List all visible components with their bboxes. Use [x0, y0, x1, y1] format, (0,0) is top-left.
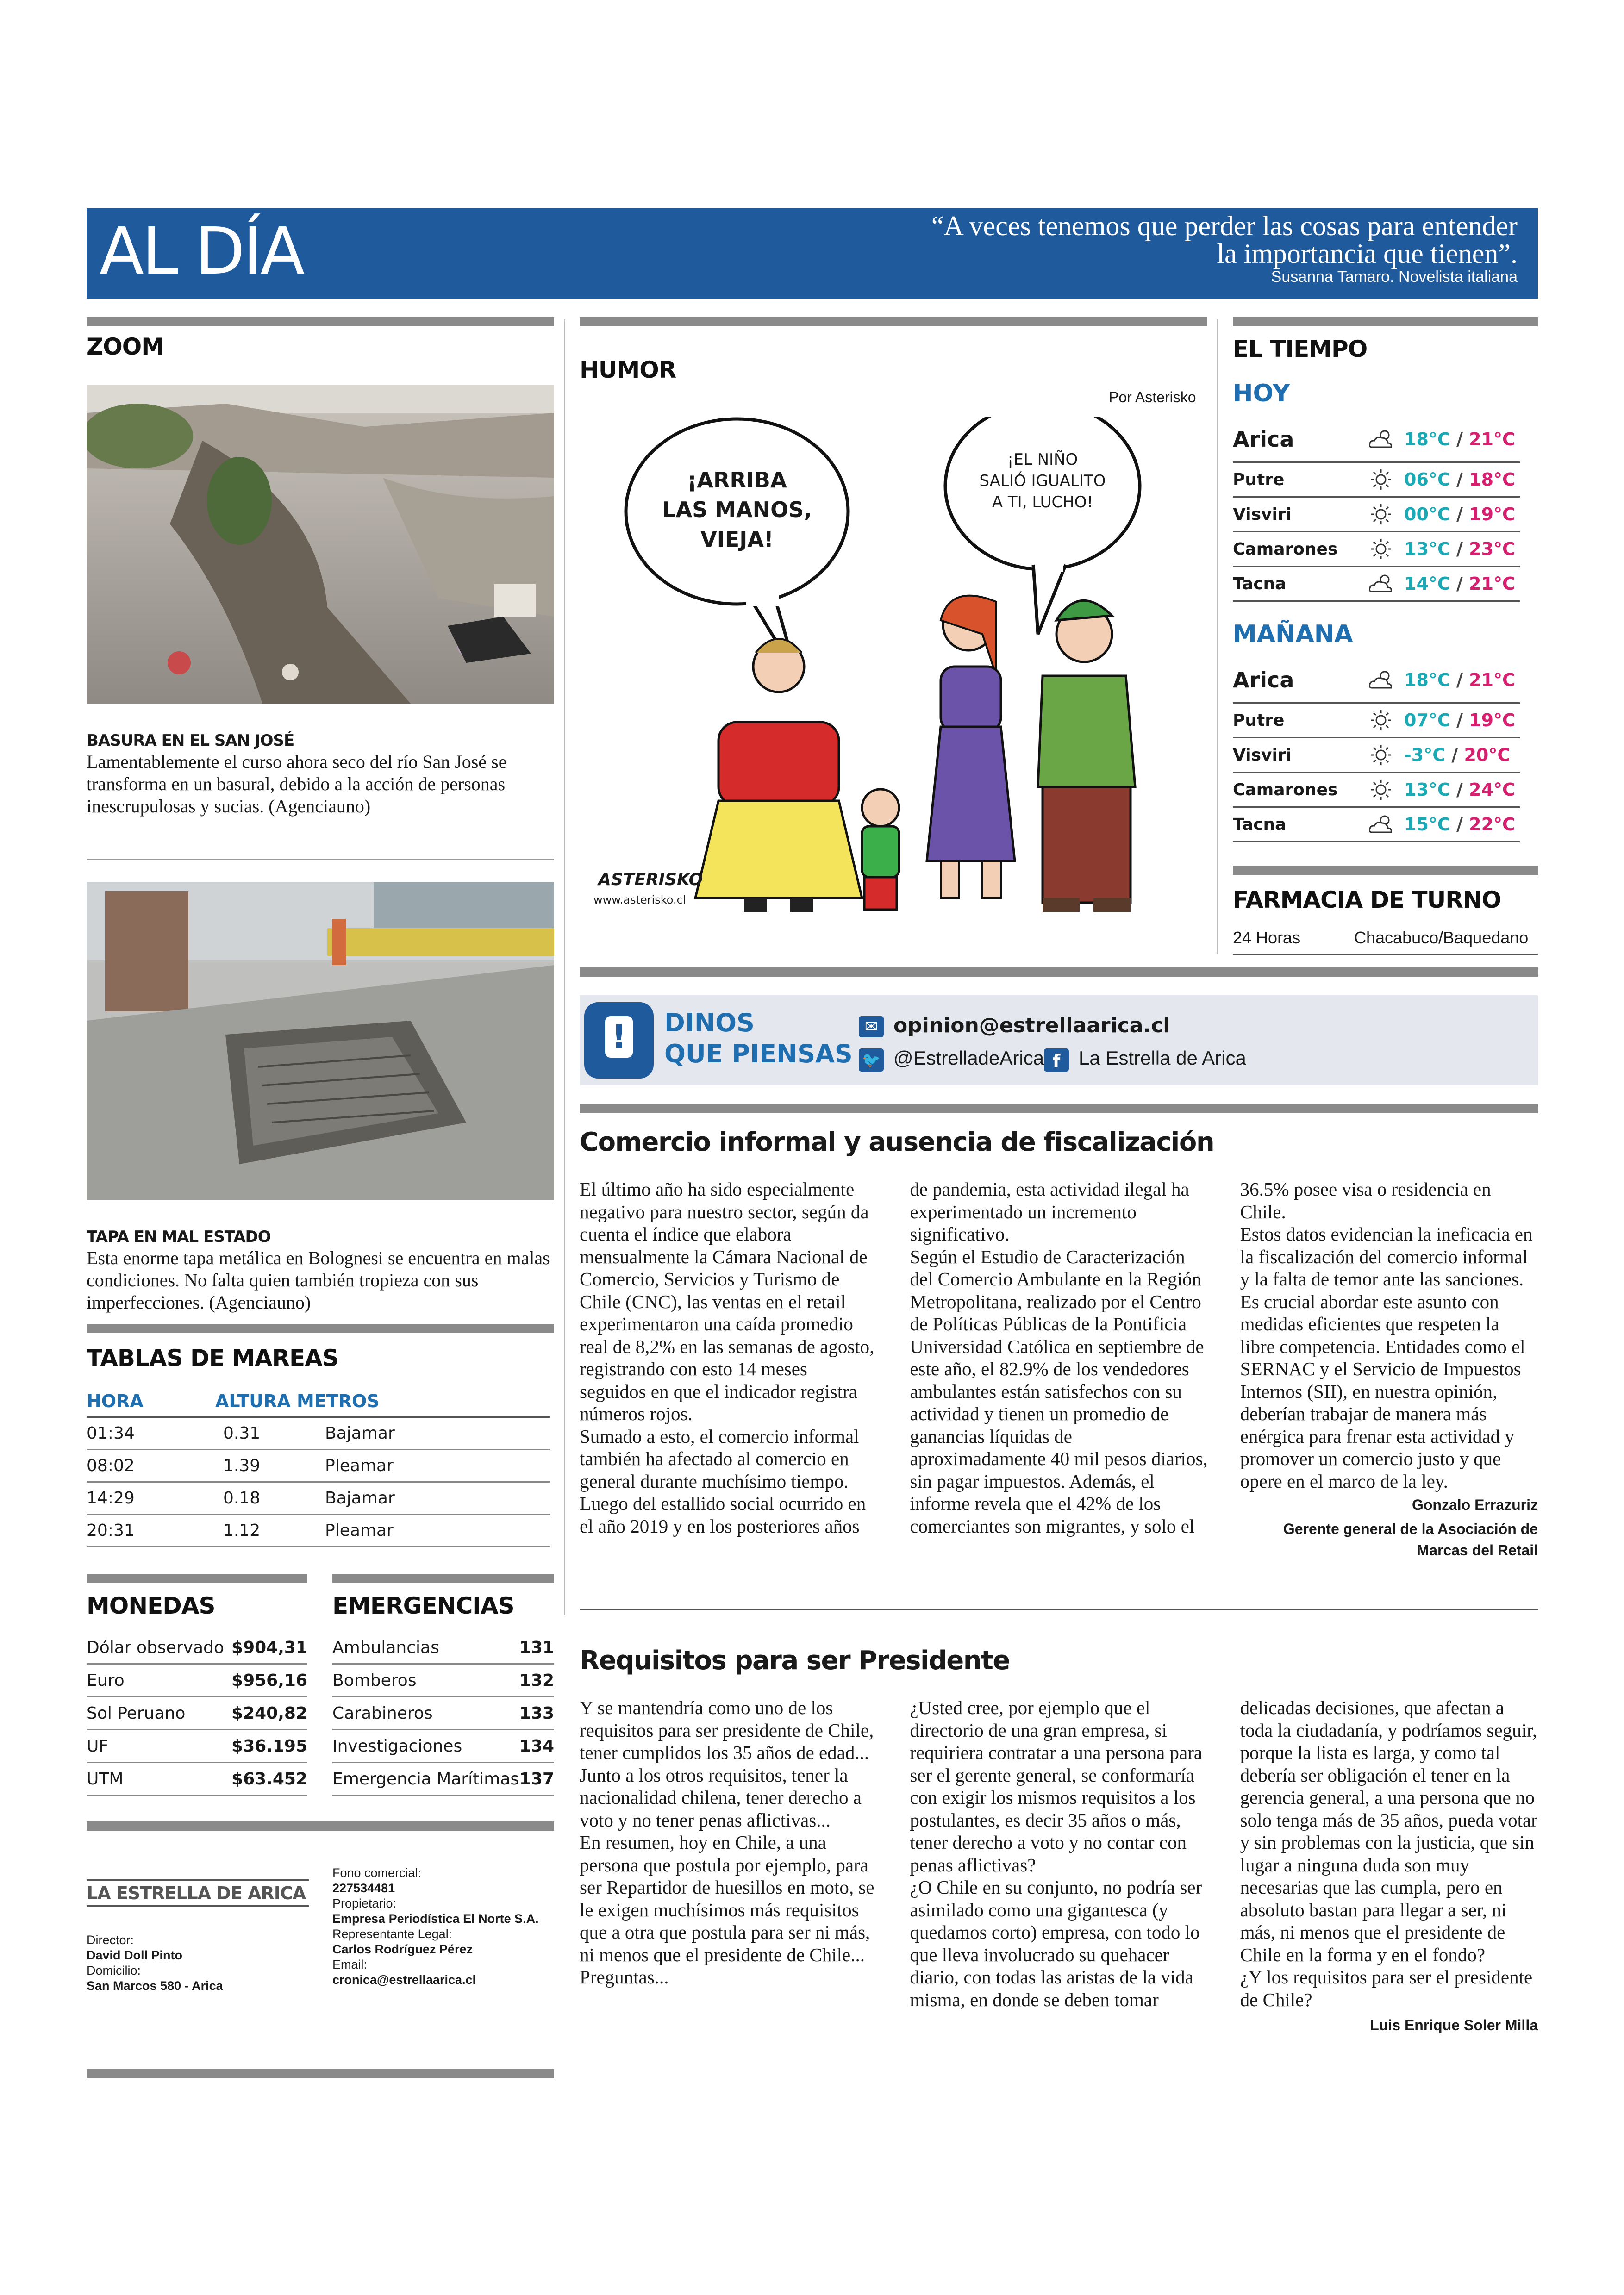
- comic-site: www.asterisko.cl: [593, 893, 686, 906]
- pharmacy-hours: 24 Horas: [1233, 928, 1301, 947]
- tide-height: 0.18: [223, 1489, 261, 1508]
- temp-max: 18°C: [1469, 469, 1515, 490]
- weather-city: Putre: [1233, 711, 1285, 730]
- photo2-caption: Esta enorme tapa metálica en Bolognesi se encuentra en malas condiciones. No falta quien también tropieza con sus imperfecciones. (Agenciauno): [87, 1247, 550, 1313]
- currency-bar: [87, 1574, 307, 1583]
- photo-tapa: [87, 882, 554, 1200]
- tide-type: Pleamar: [325, 1456, 394, 1475]
- email-label: Email:: [332, 1958, 368, 1971]
- domicilio-value: San Marcos 580 - Arica: [87, 1979, 223, 1993]
- emergencies-bar: [332, 1574, 554, 1583]
- pharmacy-bar: [1233, 866, 1538, 875]
- owner-value: Empresa Periodística El Norte S.A.: [332, 1912, 539, 1926]
- temp-min: 18°C: [1404, 429, 1450, 449]
- partly-cloudy-icon: [1367, 572, 1395, 595]
- director-name: David Doll Pinto: [87, 1948, 183, 1962]
- humor-title: HUMOR: [580, 356, 676, 383]
- sun-icon: [1367, 709, 1395, 732]
- emergency-row-label: Carabineros: [332, 1703, 433, 1723]
- sun-icon: [1367, 468, 1395, 491]
- weather-row: Tacna 14°C / 21°C: [1233, 567, 1520, 602]
- currency-row-value: $956,16: [231, 1671, 307, 1690]
- emergencies-title: EMERGENCIAS: [332, 1592, 514, 1619]
- tide-type: Bajamar: [325, 1489, 395, 1508]
- currency-row-value: $63.452: [231, 1769, 307, 1789]
- weather-city: Visviri: [1233, 745, 1292, 765]
- emergency-row-label: Ambulancias: [332, 1638, 439, 1657]
- owner-label: Propietario:: [332, 1896, 397, 1910]
- weather-today-label: HOY: [1233, 380, 1290, 407]
- temp-max: 20°C: [1464, 745, 1511, 765]
- bottom-bar: [87, 2069, 554, 2078]
- zoom-divider: [87, 859, 554, 860]
- article1-title: Comercio informal y ausencia de fiscalización: [580, 1127, 1214, 1157]
- sun-icon: [1367, 503, 1395, 526]
- mail-icon: ✉: [859, 1016, 884, 1037]
- emergency-row-value: 131: [519, 1638, 554, 1657]
- fono-label: Fono comercial:: [332, 1866, 422, 1880]
- emergency-row: [332, 1632, 554, 1665]
- tides-col-height: ALTURA METROS: [215, 1391, 380, 1411]
- tide-time: 08:02: [87, 1456, 135, 1475]
- director-label: Director:: [87, 1933, 134, 1947]
- bubble2-line1: ¡EL NIÑO: [1007, 450, 1078, 469]
- emergency-row-value: 134: [519, 1736, 554, 1756]
- currency-row-label: Dólar observado: [87, 1638, 224, 1657]
- facebook-icon: f: [1044, 1048, 1069, 1072]
- weather-bar: [1233, 317, 1538, 326]
- currency-row-label: Sol Peruano: [87, 1703, 186, 1723]
- temp-min: 13°C: [1404, 780, 1450, 800]
- weather-city: Camarones: [1233, 780, 1338, 799]
- currency-title: MONEDAS: [87, 1592, 215, 1619]
- domicilio-label: Domicilio:: [87, 1964, 141, 1977]
- tides-bar: [87, 1324, 554, 1333]
- article-paragraph: ¿Usted cree, por ejemplo que el directorio de una gran empresa, si requiriera contratar a una persona para ser el gerente general, se conformaría con exigir los mismos requisitos a los postulantes, es decir 35 años o más, tener derecho a voto y no contar con penas aflictivas?: [910, 1697, 1203, 1876]
- temp-max: 23°C: [1469, 539, 1515, 559]
- temp-max: 24°C: [1469, 780, 1515, 800]
- emergency-row-value: 133: [519, 1703, 554, 1723]
- currency-row-label: Euro: [87, 1671, 125, 1690]
- temp-max: 19°C: [1469, 504, 1515, 524]
- tide-height: 1.39: [223, 1456, 261, 1475]
- temp-min: 06°C: [1404, 469, 1450, 490]
- weather-title: EL TIEMPO: [1233, 336, 1368, 362]
- temp-max: 21°C: [1469, 429, 1515, 449]
- fono-value: 227534481: [332, 1881, 395, 1895]
- emergency-row-value: 132: [519, 1671, 554, 1690]
- contact-label-2: QUE PIENSAS: [664, 1039, 853, 1068]
- weather-row: Visviri -3°C / 20°C: [1233, 738, 1520, 773]
- zoom-title: ZOOM: [87, 333, 164, 360]
- contact-icon: [584, 1002, 654, 1079]
- pharmacy-rule: [1233, 954, 1538, 955]
- comic-signature: ASTERISKO: [598, 870, 703, 889]
- weather-row: Camarones 13°C / 23°C: [1233, 532, 1520, 567]
- emergency-row: [332, 1763, 554, 1796]
- tide-row: [87, 1418, 550, 1450]
- currency-row-label: UF: [87, 1736, 109, 1756]
- logo-text: LA ESTRELLA DE ARICA: [87, 1883, 306, 1903]
- article-paragraph: Y se mantendría como uno de los requisitos para ser presidente de Chile, tener cumplidos los 35 años de edad...: [580, 1697, 874, 1763]
- quote-line-1: “A veces tenemos que perder las cosas para entender: [931, 211, 1518, 241]
- comic-bubble-2: [950, 449, 1135, 513]
- email-value: cronica@estrellaarica.cl: [332, 1973, 476, 1987]
- weather-row: Arica 18°C / 21°C: [1233, 417, 1520, 463]
- masthead-bar: [87, 1821, 554, 1831]
- tide-row: [87, 1515, 550, 1547]
- tide-type: Pleamar: [325, 1521, 394, 1540]
- emergency-row-value: 137: [519, 1769, 554, 1789]
- temp-max: 21°C: [1469, 669, 1515, 690]
- weather-city: Tacna: [1233, 815, 1287, 834]
- pharmacy-address: Chacabuco/Baquedano: [1354, 928, 1529, 947]
- tide-height: 1.12: [223, 1521, 261, 1540]
- quote-line-2: la importancia que tienen”.: [1217, 238, 1518, 269]
- article2-body: [580, 1696, 1538, 2067]
- partly-cloudy-icon: [1367, 813, 1395, 836]
- contact-label-1: DINOS: [664, 1008, 755, 1037]
- tide-time: 14:29: [87, 1489, 135, 1508]
- weather-tomorrow-label: MAÑANA: [1233, 620, 1353, 648]
- partly-cloudy-icon: [1367, 668, 1395, 692]
- weather-city: Arica: [1233, 426, 1294, 452]
- photo1-caption: Lamentablemente el curso ahora seco del río San José se transforma en un basural, debido a la acción de personas inescrupulosas y sucias. (Agenciauno): [87, 751, 507, 817]
- emergency-row-label: Emergencia Marítimas: [332, 1769, 519, 1789]
- column-rule-1: [564, 319, 565, 1615]
- quote-author: Susanna Tamaro. Novelista italiana: [1271, 268, 1518, 286]
- currency-row: [87, 1697, 307, 1730]
- photo-basura: [87, 385, 554, 704]
- weather-row: Tacna 15°C / 22°C: [1233, 808, 1520, 842]
- bubble2-line3: A TI, LUCHO!: [992, 493, 1093, 511]
- currency-row-value: $36.195: [231, 1736, 307, 1756]
- currency-row-value: $904,31: [231, 1638, 307, 1657]
- article-divider: [580, 1609, 1538, 1610]
- bubble2-line2: SALIÓ IGUALITO: [979, 472, 1106, 490]
- masthead-right: [332, 1865, 539, 1988]
- pharmacy-title: FARMACIA DE TURNO: [1233, 886, 1501, 913]
- weather-city: Visviri: [1233, 505, 1292, 524]
- bubble1-line1: ¡ARRIBA: [687, 468, 787, 493]
- legal-label: Representante Legal:: [332, 1927, 452, 1941]
- bubble1-line3: VIEJA!: [700, 527, 774, 552]
- article2-title: Requisitos para ser Presidente: [580, 1646, 1010, 1676]
- weather-row: Camarones 13°C / 24°C: [1233, 773, 1520, 808]
- tide-time: 20:31: [87, 1521, 135, 1540]
- tide-time: 01:34: [87, 1424, 135, 1443]
- article-paragraph: Según el Estudio de Caracterización del Comercio Ambulante en la Región Metropolitana, realizado por el Centro de Políticas Públicas de la Pontificia Universidad Católica en septiembre de este año, el 82.9% de los vendedores ambulantes están satisfechos con su actividad y tienen un promedio de ganancias líquidas de aproximadamente 40 mil pesos diarios, sin pagar impuestos. Además, el informe revela que el 42% de los comerciantes son migrantes, y solo el 36.5% posee visa o residencia en Chile.: [910, 1179, 1491, 1537]
- column-rule-2: [1217, 319, 1218, 954]
- section-title: AL DÍA: [100, 214, 303, 289]
- weather-row: Visviri 00°C / 19°C: [1233, 498, 1520, 532]
- article-paragraph: Sumado a esto, el comercio informal también ha afectado al comercio en general durante muchísimo tiempo. Luego del estallido social ocurrido en el año 2019 y en los posteriores años de pandemia, esta actividad ilegal ha experimentado un incremento significativo.: [580, 1179, 1189, 1537]
- legal-value: Carlos Rodríguez Pérez: [332, 1942, 473, 1956]
- comic: [580, 417, 1207, 926]
- currency-row: [87, 1730, 307, 1763]
- photo2-caption-title: TAPA EN MAL ESTADO: [87, 1228, 271, 1246]
- weather-row: Arica 18°C / 21°C: [1233, 657, 1520, 704]
- temp-min: 15°C: [1404, 814, 1450, 835]
- article1-author: Gonzalo Errazuriz: [1412, 1497, 1538, 1513]
- article-paragraph: Preguntas...: [580, 1966, 669, 1988]
- article1-author-role: Gerente general de la Asociación de Marcas del Retail: [1283, 1521, 1538, 1559]
- temp-min: 07°C: [1404, 710, 1450, 730]
- currency-row: [87, 1632, 307, 1665]
- contact-facebook[interactable]: La Estrella de Arica: [1079, 1047, 1246, 1069]
- masthead-logo: [87, 1879, 309, 1907]
- article-paragraph: En resumen, hoy en Chile, a una persona que postula por ejemplo, para ser Repartidor de huesillos en moto, se le exigen muchísimos más requisitos que a otra que postula para ser ni más, ni menos que el presidente de Chile...: [580, 1832, 874, 1965]
- emergency-row: [332, 1730, 554, 1763]
- photo1-caption-title: BASURA EN EL SAN JOSÉ: [87, 731, 294, 750]
- temp-min: 00°C: [1404, 504, 1450, 524]
- article2-author: Luis Enrique Soler Milla: [1370, 2017, 1538, 2033]
- temp-max: 21°C: [1469, 574, 1515, 594]
- currency-row: [87, 1763, 307, 1796]
- emergency-row-label: Investigaciones: [332, 1736, 462, 1756]
- currency-row: [87, 1665, 307, 1697]
- article-paragraph: El último año ha sido especialmente negativo para nuestro sector, según da cuenta el índice que elabora mensualmente la Cámara Nacional de Comercio, Servicios y Turismo de Chile (CNC), las ventas en el retail experimentaron una caída promedio real de 8,2% en las semanas de agosto, registrando con esto 14 meses seguidos en que el indicador registra números rojos.: [580, 1179, 874, 1424]
- sun-icon: [1367, 743, 1395, 767]
- weather-city: Camarones: [1233, 539, 1338, 559]
- contact-twitter[interactable]: @EstrelladeArica: [893, 1047, 1044, 1069]
- temp-min: -3°C: [1404, 745, 1446, 765]
- contact-top-bar: [580, 967, 1538, 977]
- humor-byline: Por Asterisko: [1109, 389, 1196, 405]
- emergency-row: [332, 1697, 554, 1730]
- article-paragraph: ¿Y los requisitos para ser el presidente de Chile?: [1240, 1966, 1533, 2010]
- header-quote: [931, 212, 1518, 286]
- tide-row: [87, 1483, 550, 1515]
- article1-bar: [580, 1104, 1538, 1113]
- temp-max: 22°C: [1469, 814, 1515, 835]
- weather-city: Arica: [1233, 667, 1294, 692]
- weather-row: Putre 07°C / 19°C: [1233, 704, 1520, 738]
- article-paragraph: Estos datos evidencian la ineficacia en la fiscalización del comercio informal y la falta de temor ante las sanciones. Es crucial abordar este asunto con medidas eficientes que respeten la libre competencia. Entidades como el SERNAC y el Servicio de Impuestos Internos (SII), en nuestra opinión, deberían trabajar de manera más enérgica para frenar esta actividad y promover un comercio justo y que opere en el marco de la ley.: [1240, 1223, 1533, 1492]
- partly-cloudy-icon: [1367, 428, 1395, 451]
- currency-row-value: $240,82: [231, 1703, 307, 1723]
- sun-icon: [1367, 537, 1395, 561]
- temp-min: 14°C: [1404, 574, 1450, 594]
- emergency-row-label: Bomberos: [332, 1671, 417, 1690]
- weather-row: Putre 06°C / 18°C: [1233, 463, 1520, 498]
- temp-max: 19°C: [1469, 710, 1515, 730]
- tide-row: [87, 1450, 550, 1483]
- emergency-row: [332, 1665, 554, 1697]
- weather-city: Putre: [1233, 470, 1285, 489]
- exclamation-icon: !: [605, 1016, 633, 1058]
- contact-email[interactable]: opinion@estrellaarica.cl: [893, 1014, 1170, 1037]
- bubble1-line2: LAS MANOS,: [662, 497, 812, 522]
- zoom-bar: [87, 317, 554, 326]
- article-paragraph: Junto a los otros requisitos, tener la nacionalidad chilena, tener derecho a voto y no tener penas aflictivas...: [580, 1764, 862, 1831]
- temp-min: 18°C: [1404, 669, 1450, 690]
- tides-title: TABLAS DE MAREAS: [87, 1345, 338, 1372]
- sun-icon: [1367, 778, 1395, 801]
- tides-col-hour: HORA: [87, 1391, 144, 1411]
- masthead-left: [87, 1933, 223, 1994]
- comic-bubble-1: [635, 465, 839, 554]
- weather-city: Tacna: [1233, 574, 1287, 593]
- humor-bar: [580, 317, 1207, 326]
- currency-row-label: UTM: [87, 1769, 124, 1789]
- tide-type: Bajamar: [325, 1424, 395, 1443]
- twitter-icon: 🐦: [859, 1048, 884, 1072]
- tide-height: 0.31: [223, 1424, 261, 1443]
- article-paragraph: ¿O Chile en su conjunto, no podría ser asimilado como una gigantesca (y quedamos corto) empresa, con todo lo que lleva involucrado su quehacer diario, con todas las aristas de la vida misma, en donde se deben tomar delicadas decisiones, que afectan a toda la ciudadanía, y podríamos seguir, porque la lista es larga, y como tal debería ser obligación el tener en la gerencia general, a una persona que no solo tenga más de 35 años, pueda votar y sin problemas con la justicia, que sin lugar a ninguna duda son muy necesarias que las cumpla, pero en absoluto bastan para llegar a ser, ni más, ni menos que el presidente de Chile en la forma y en el fondo?: [910, 1697, 1537, 2010]
- temp-min: 13°C: [1404, 539, 1450, 559]
